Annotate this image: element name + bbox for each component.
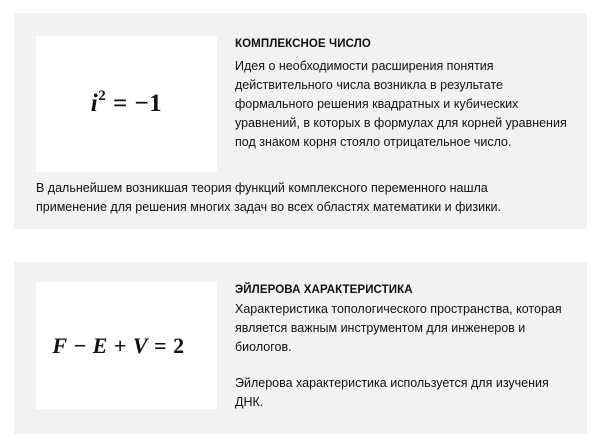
card-title: ЭЙЛЕРОВА ХАРАКТЕРИСТИКА [235,284,413,296]
formula-op-minus: − [67,332,93,358]
formula-var-v: V [132,332,149,358]
card-euler-characteristic [14,262,587,434]
formula-rest: = −1 [106,90,163,118]
card-title: КОМПЛЕКСНОЕ ЧИСЛО [235,38,371,50]
formula-rest: = 2 [148,332,185,358]
formula-image [36,282,217,409]
card-note: Эйлерова характеристика используется для изучения ДНК. [235,376,549,409]
card-complex-number [14,13,587,229]
formula-exponent: 2 [98,87,107,104]
formula-var-e: E [92,332,108,358]
card-description: Идея о необходимости расширения понятия действительного числа возникла в результате формального решения квадратных и кубических уравнений, в которых в формулах для корней уравнения под знаком корня стояло отрицательное число. [235,59,567,149]
formula-image [36,36,217,172]
card-description: Характеристика топологического пространства, которая является важным инструментом для инженеров и биологов. [235,302,562,354]
card-note: В дальнейшем возникшая теория функций комплексного переменного нашла применение для решения многих задач во всех областях математики и физики. [36,181,502,214]
formula-op-plus: + [107,332,133,358]
formula-euler [20,333,217,359]
formula-base: i [90,90,99,118]
formula-var-f: F [52,332,68,358]
formula-i-squared [36,87,217,118]
